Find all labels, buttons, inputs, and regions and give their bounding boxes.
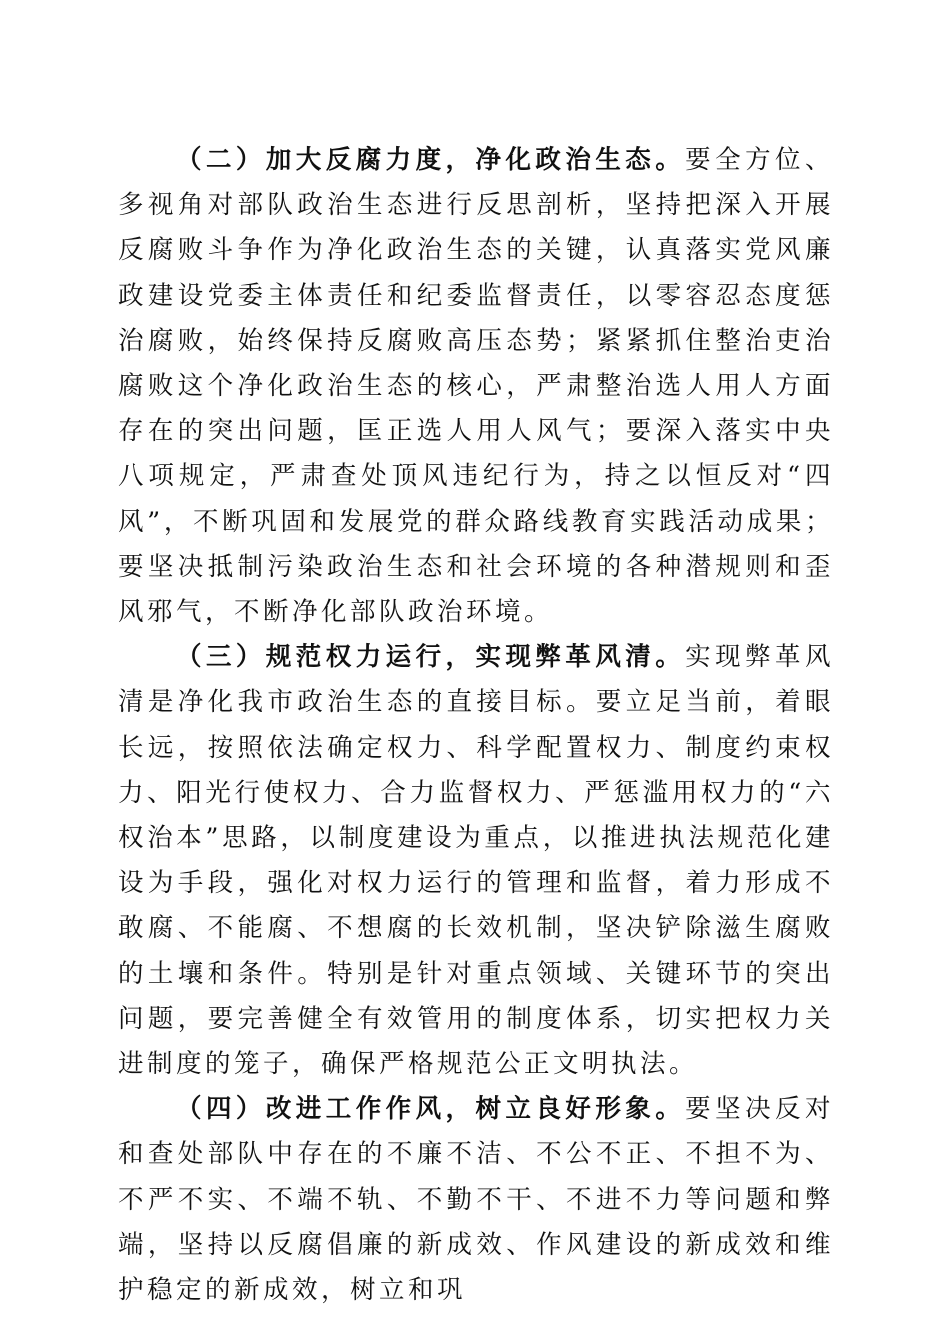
paragraph-3 xyxy=(118,635,834,1087)
paragraph-4 xyxy=(118,1087,834,1313)
paragraph-4-body: 要坚决反对和查处部队中存在的不廉不洁、不公不正、不担不为、不严不实、不端不轨、不勤不干、不进不力等问题和弊端，坚持以反腐倡廉的新成效、作风建设的新成效和维护稳定的新成效，树立和巩 xyxy=(118,1094,834,1306)
paragraph-2 xyxy=(118,138,834,635)
paragraph-3-body: 实现弊革风清是净化我市政治生态的直接目标。要立足当前，着眼长远，按照依法确定权力、科学配置权力、制度约束权力、阳光行使权力、合力监督权力、严惩滥用权力的“六权治本”思路，以制度建设为重点，以推进执法规范化建设为手段，强化对权力运行的管理和监督，着力形成不敢腐、不能腐、不想腐的长效机制，坚决铲除滋生腐败的土壤和条件。特别是针对重点领域、关键环节的突出问题，要完善健全有效管用的制度体系，切实把权力关进制度的笼子，确保严格规范公正文明执法。 xyxy=(118,642,834,1080)
paragraph-2-heading: （二）加大反腐力度，净化政治生态。 xyxy=(176,145,686,175)
document-body xyxy=(118,138,834,1313)
paragraph-2-body: 要全方位、多视角对部队政治生态进行反思剖析，坚持把深入开展反腐败斗争作为净化政治生态的关键，认真落实党风廉政建设党委主体责任和纪委监督责任，以零容忍态度惩治腐败，始终保持反腐败高压态势；紧紧抓住整治吏治腐败这个净化政治生态的核心，严肃整治选人用人方面存在的突出问题，匡正选人用人风气；要深入落实中央八项规定，严肃查处顶风违纪行为，持之以恒反对“四风”，不断巩固和发展党的群众路线教育实践活动成果；要坚决抵制污染政治生态和社会环境的各种潜规则和歪风邪气，不断净化部队政治环境。 xyxy=(118,145,834,628)
paragraph-4-heading: （四）改进工作作风，树立良好形象。 xyxy=(176,1094,686,1125)
paragraph-3-heading: （三）规范权力运行，实现弊革风清。 xyxy=(176,642,686,673)
